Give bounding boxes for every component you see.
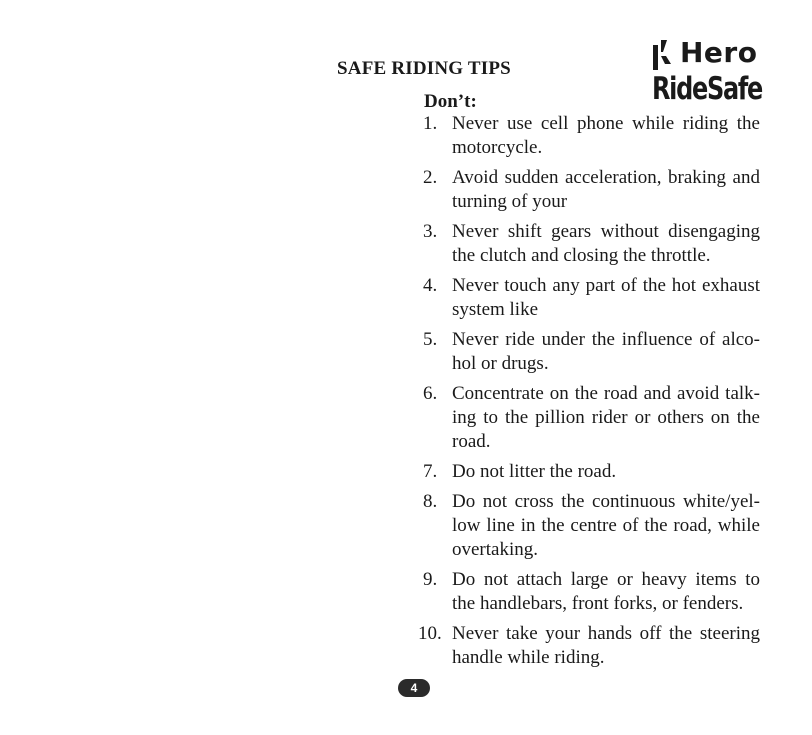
list-item: [418, 490, 760, 562]
tip-number: 4.: [423, 275, 438, 296]
tip-number: 6.: [423, 383, 438, 404]
tip-text: Never ride under the influence of alco-hol or drugs.: [452, 329, 760, 374]
tip-text: Do not attach large or heavy items to the handlebars, front forks, or fenders.: [452, 569, 760, 614]
tip-text: Never shift gears without disengaging the clutch and closing the throttle.: [452, 221, 760, 266]
tip-number: 9.: [423, 569, 438, 590]
tip-text: Do not litter the road.: [452, 461, 617, 482]
list-item: [418, 166, 760, 214]
logo-brand: Hero: [680, 36, 758, 69]
tip-number: 10.: [418, 623, 442, 644]
tip-text: Never take your hands off the steering handle while riding.: [452, 623, 760, 668]
list-item: [418, 220, 760, 268]
tip-text: Never touch any part of the hot exhaust system like: [452, 275, 760, 320]
subheading: Don’t:: [424, 91, 477, 112]
hero-ridesafe-logo: [650, 36, 760, 108]
tip-number: 7.: [423, 461, 438, 482]
list-item: [418, 328, 760, 376]
tip-text: Concentrate on the road and avoid talk-ing to the pillion rider or others on the road.: [452, 383, 760, 452]
tip-text: Avoid sudden acceleration, braking and turning of your: [452, 167, 760, 212]
tip-number: 1.: [423, 113, 438, 134]
page-number-badge: 4: [398, 679, 430, 697]
tip-number: 3.: [423, 221, 438, 242]
tip-number: 5.: [423, 329, 438, 350]
tip-text: Do not cross the continuous white/yel-low line in the centre of the road, while overtaking.: [452, 491, 760, 560]
list-item: [418, 460, 760, 484]
list-item: [418, 382, 760, 454]
section-title: SAFE RIDING TIPS: [337, 58, 511, 79]
tips-list: [418, 112, 760, 676]
logo-name: RideSafe: [652, 71, 762, 107]
tip-text: Never use cell phone while riding the motorcycle.: [452, 113, 760, 158]
list-item: [418, 568, 760, 616]
tip-number: 8.: [423, 491, 438, 512]
list-item: [418, 112, 760, 160]
list-item: [418, 622, 760, 670]
tip-number: 2.: [423, 167, 438, 188]
list-item: [418, 274, 760, 322]
hero-logo-icon: [653, 40, 673, 70]
